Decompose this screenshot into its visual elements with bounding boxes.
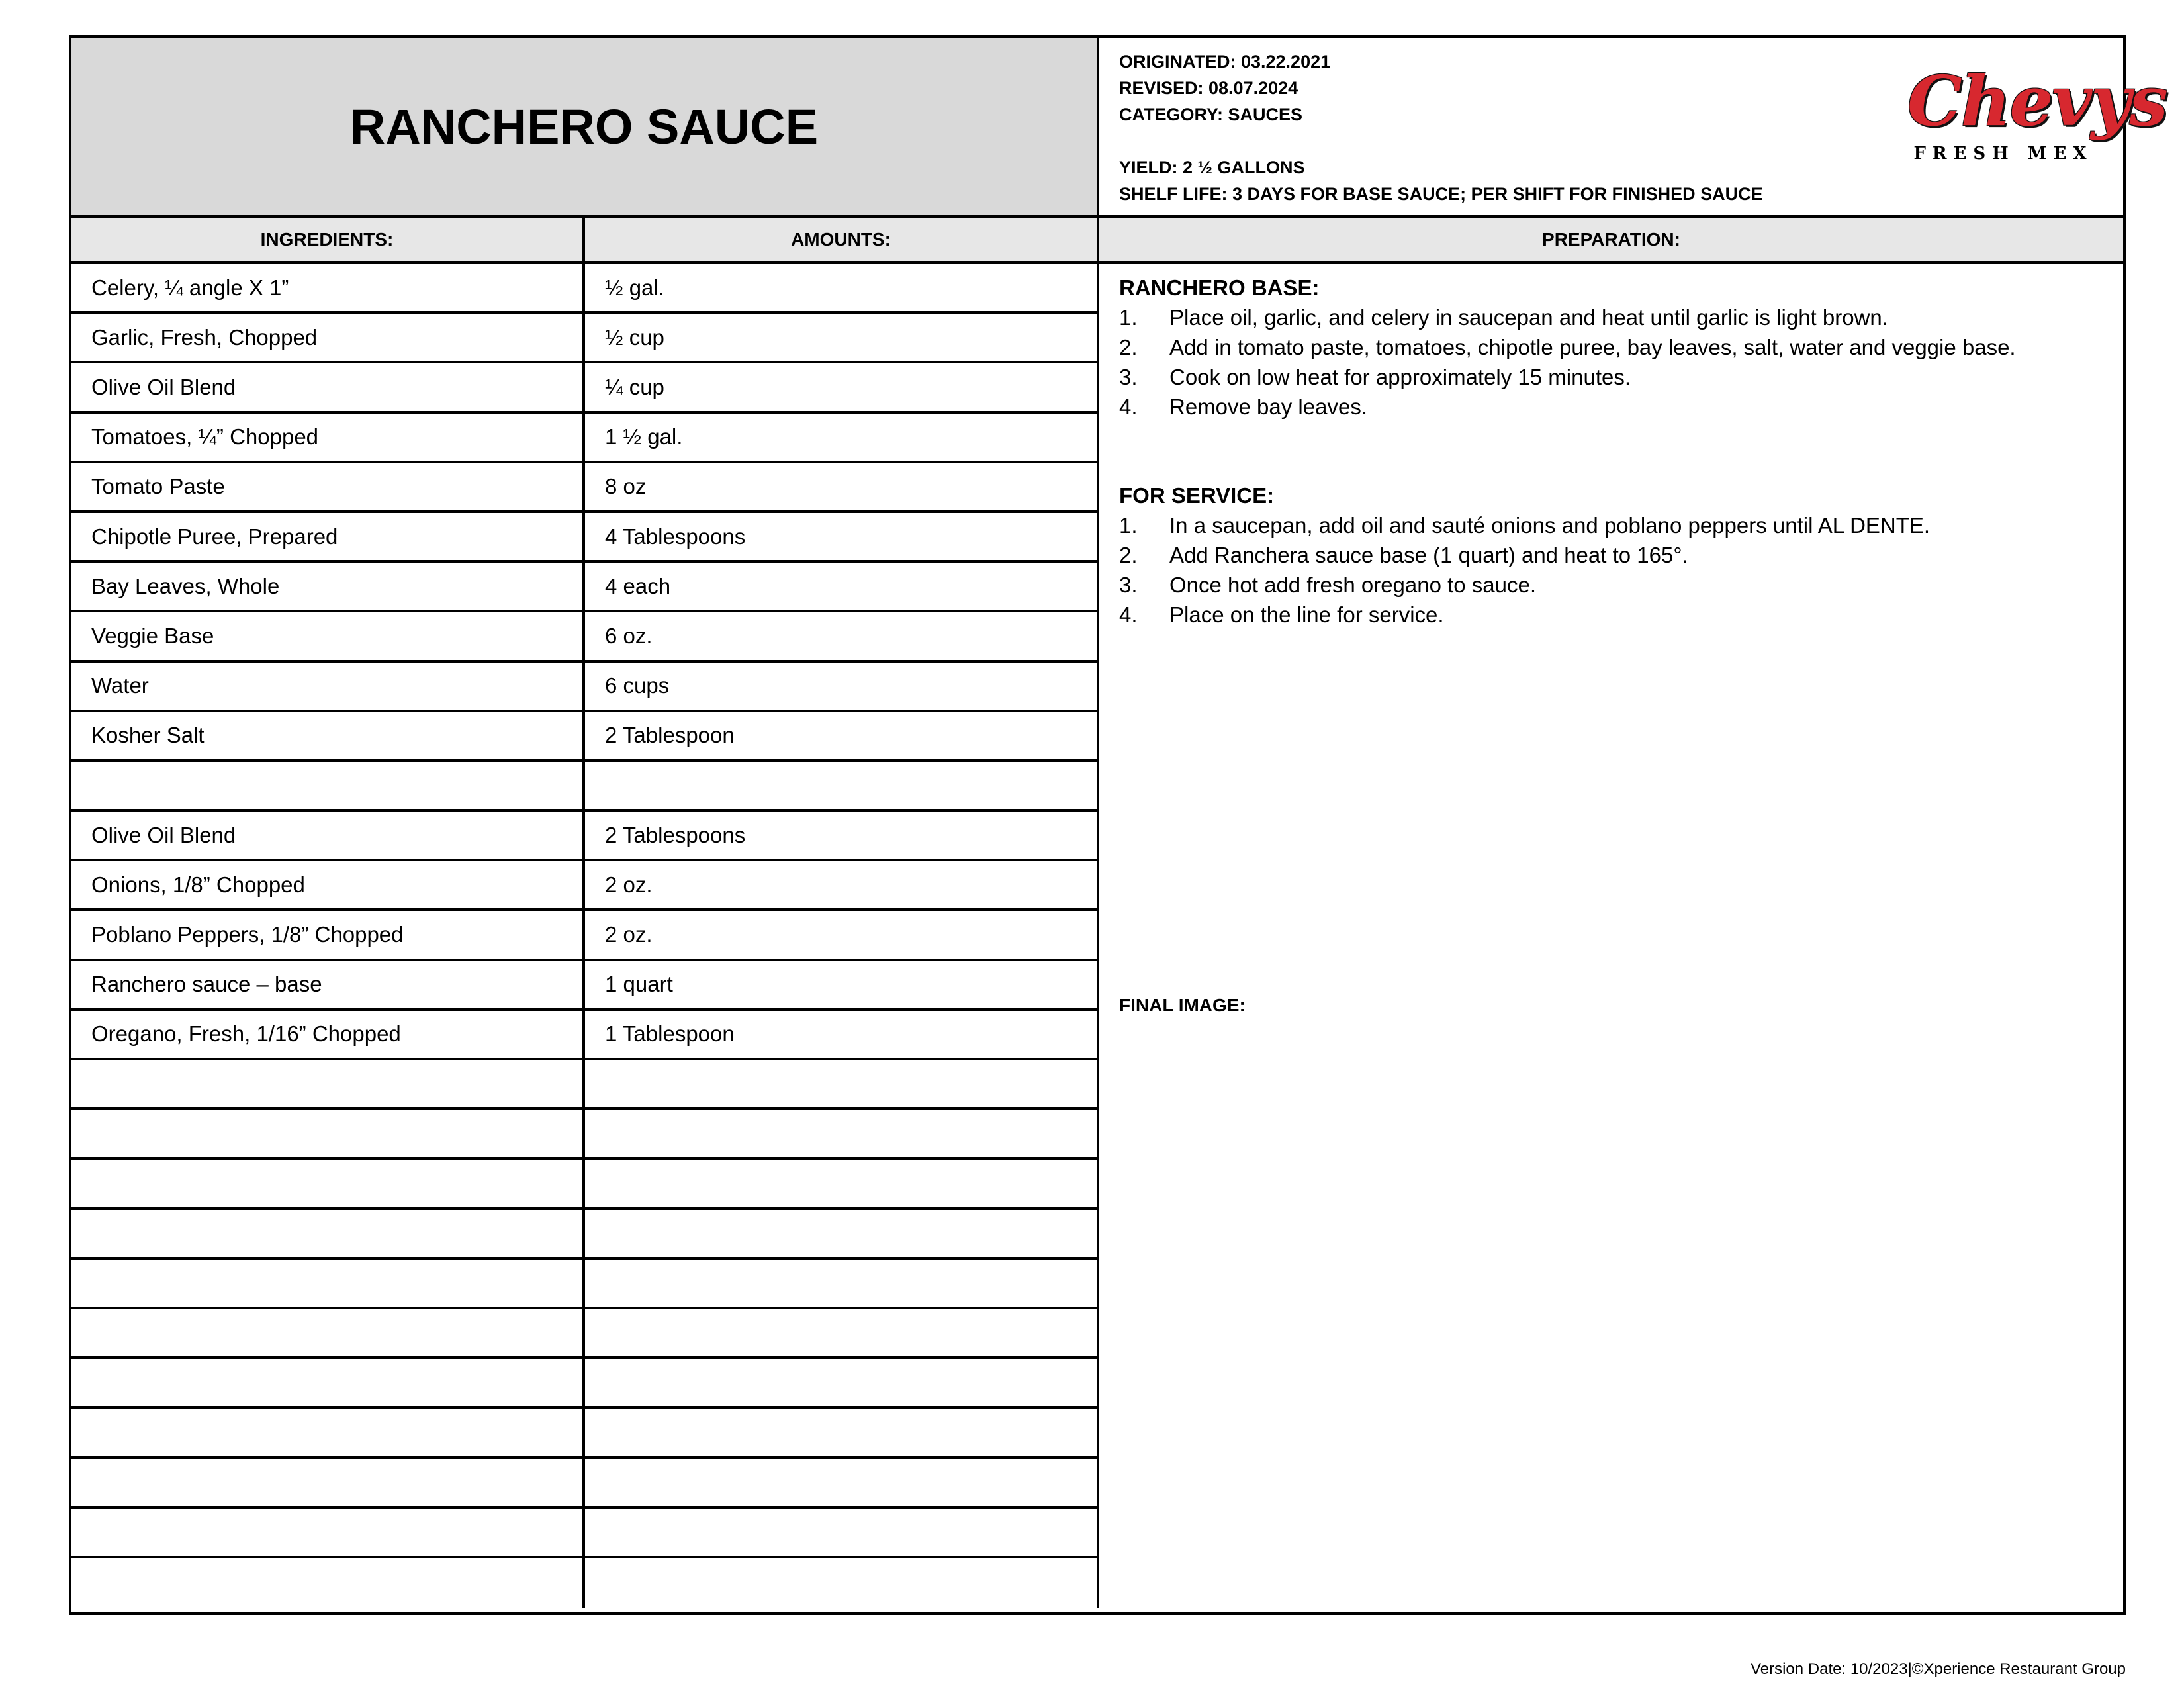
ingredient-cell: Onions, 1/8” Chopped [71, 861, 585, 908]
table-row [71, 1459, 1099, 1509]
ingredient-cell [71, 1060, 585, 1107]
amount-cell [585, 1060, 1099, 1107]
amount-cell [585, 1110, 1099, 1157]
ingredient-cell: Ranchero sauce – base [71, 961, 585, 1008]
amount-cell [585, 1309, 1099, 1356]
step-number: 4. [1119, 602, 1138, 627]
ingredient-cell: Water [71, 663, 585, 710]
logo-tagline: FRESH MEX [1913, 144, 2093, 164]
step-text: Add Ranchera sauce base (1 quart) and heat to 165°. [1169, 543, 1688, 567]
amount-cell [585, 1509, 1099, 1556]
step-number: 3. [1119, 573, 1138, 597]
amount-cell: 1 quart [585, 961, 1099, 1008]
ingredient-cell [71, 1210, 585, 1257]
amount-cell [585, 1260, 1099, 1307]
service-step [1119, 600, 2123, 630]
amount-cell: ½ cup [585, 314, 1099, 361]
table-row [71, 264, 1099, 314]
amount-cell: 8 oz [585, 463, 1099, 510]
final-image-label: FINAL IMAGE: [1119, 995, 1246, 1015]
amounts-header: AMOUNTS: [585, 218, 1099, 261]
ingredient-cell [71, 1558, 585, 1608]
step-text: Cook on low heat for approximately 15 minutes. [1169, 365, 1631, 389]
ingredient-cell: Veggie Base [71, 612, 585, 659]
ingredient-cell [71, 1309, 585, 1356]
version-footer: Version Date: 10/2023|©Xperience Restaurant Group [1751, 1660, 2126, 1678]
step-number: 2. [1119, 335, 1138, 359]
amount-cell: 6 oz. [585, 612, 1099, 659]
ingredient-cell: Tomato Paste [71, 463, 585, 510]
step-text: Place on the line for service. [1169, 602, 1444, 627]
amount-cell [585, 1409, 1099, 1456]
ingredient-cell: Bay Leaves, Whole [71, 563, 585, 610]
step-number: 3. [1119, 365, 1138, 389]
base-step [1119, 362, 2123, 392]
table-row [71, 513, 1099, 563]
base-step [1119, 392, 2123, 422]
service-step [1119, 570, 2123, 600]
table-row [71, 1110, 1099, 1160]
ingredient-cell: Oregano, Fresh, 1/16” Chopped [71, 1011, 585, 1058]
ingredient-cell: Olive Oil Blend [71, 812, 585, 859]
table-row [71, 1210, 1099, 1260]
table-row [71, 563, 1099, 612]
meta-cell [1099, 38, 2167, 218]
table-row [71, 961, 1099, 1011]
table-row [71, 414, 1099, 463]
table-row [71, 612, 1099, 662]
step-text: Place oil, garlic, and celery in saucepan and heat until garlic is light brown. [1169, 305, 1888, 330]
ingredient-cell [71, 762, 585, 809]
shelf-life: SHELF LIFE: 3 DAYS FOR BASE SAUCE; PER SHIFT FOR FINISHED SAUCE [1119, 184, 1763, 204]
ingredient-cell [71, 1110, 585, 1157]
amount-cell: 6 cups [585, 663, 1099, 710]
amount-cell [585, 1359, 1099, 1406]
ingredient-cell: Kosher Salt [71, 712, 585, 759]
table-row [71, 663, 1099, 712]
service-step [1119, 510, 2123, 540]
revised-date: REVISED: 08.07.2024 [1119, 78, 1298, 98]
amount-cell: 1 ½ gal. [585, 414, 1099, 461]
base-step [1119, 332, 2123, 362]
preparation-panel [1099, 264, 2123, 1612]
ingredients-table [71, 264, 1099, 1608]
amount-cell [585, 1210, 1099, 1257]
ingredient-cell: Tomatoes, ¼” Chopped [71, 414, 585, 461]
amount-cell: 2 oz. [585, 861, 1099, 908]
logo-wordmark: Chevys [1907, 60, 2167, 142]
table-row [71, 861, 1099, 911]
amount-cell [585, 1160, 1099, 1207]
ingredient-cell: Celery, ¼ angle X 1” [71, 264, 585, 311]
title-cell [71, 38, 1099, 218]
amount-cell: 2 Tablespoons [585, 812, 1099, 859]
ingredients-header: INGREDIENTS: [71, 218, 585, 261]
step-text: Add in tomato paste, tomatoes, chipotle puree, bay leaves, salt, water and veggie base. [1169, 335, 2016, 359]
step-number: 1. [1119, 305, 1138, 330]
amount-cell: 2 Tablespoon [585, 712, 1099, 759]
amount-cell: ½ gal. [585, 264, 1099, 311]
ranchero-base-steps [1119, 303, 2123, 422]
amount-cell [585, 1459, 1099, 1506]
preparation-header: PREPARATION: [1542, 229, 1680, 250]
table-row [71, 1160, 1099, 1209]
table-row [71, 1260, 1099, 1309]
table-row [71, 1409, 1099, 1458]
ranchero-base-heading: RANCHERO BASE: [1119, 275, 1320, 300]
table-row [71, 1309, 1099, 1359]
service-step [1119, 540, 2123, 570]
table-row [71, 1509, 1099, 1558]
step-number: 4. [1119, 395, 1138, 419]
for-service-heading: FOR SERVICE: [1119, 483, 1275, 508]
ingredient-cell: Poblano Peppers, 1/8” Chopped [71, 911, 585, 958]
chevys-logo [1907, 60, 2167, 194]
base-step [1119, 303, 2123, 332]
step-text: In a saucepan, add oil and sauté onions and poblano peppers until AL DENTE. [1169, 513, 1931, 538]
recipe-title: RANCHERO SAUCE [349, 99, 819, 154]
table-row [71, 1359, 1099, 1409]
ingredient-cell [71, 1260, 585, 1307]
amount-cell: ¼ cup [585, 363, 1099, 410]
amount-cell: 4 each [585, 563, 1099, 610]
ingredient-cell: Chipotle Puree, Prepared [71, 513, 585, 560]
step-number: 1. [1119, 513, 1138, 538]
recipe-card [69, 35, 2167, 1615]
table-row [71, 1558, 1099, 1608]
column-header-row [71, 218, 2123, 264]
amount-cell: 1 Tablespoon [585, 1011, 1099, 1058]
table-row [71, 463, 1099, 513]
amount-cell: 2 oz. [585, 911, 1099, 958]
table-row [71, 712, 1099, 762]
yield: YIELD: 2 ½ GALLONS [1119, 158, 1305, 177]
ingredient-cell [71, 1160, 585, 1207]
for-service-steps [1119, 510, 2123, 630]
originated-date: ORIGINATED: 03.22.2021 [1119, 52, 1331, 71]
table-row [71, 812, 1099, 861]
table-row [71, 762, 1099, 812]
category: CATEGORY: SAUCES [1119, 105, 1303, 124]
table-row [71, 314, 1099, 363]
ingredient-cell [71, 1359, 585, 1406]
table-row [71, 1011, 1099, 1060]
step-number: 2. [1119, 543, 1138, 567]
ingredient-cell [71, 1509, 585, 1556]
amount-cell [585, 762, 1099, 809]
table-row [71, 911, 1099, 961]
amount-cell [585, 1558, 1099, 1608]
ingredient-cell: Olive Oil Blend [71, 363, 585, 410]
table-row [71, 1060, 1099, 1110]
step-text: Remove bay leaves. [1169, 395, 1367, 419]
ingredient-cell [71, 1409, 585, 1456]
amount-cell: 4 Tablespoons [585, 513, 1099, 560]
ingredient-cell: Garlic, Fresh, Chopped [71, 314, 585, 361]
table-row [71, 363, 1099, 413]
ingredient-cell [71, 1459, 585, 1506]
step-text: Once hot add fresh oregano to sauce. [1169, 573, 1537, 597]
